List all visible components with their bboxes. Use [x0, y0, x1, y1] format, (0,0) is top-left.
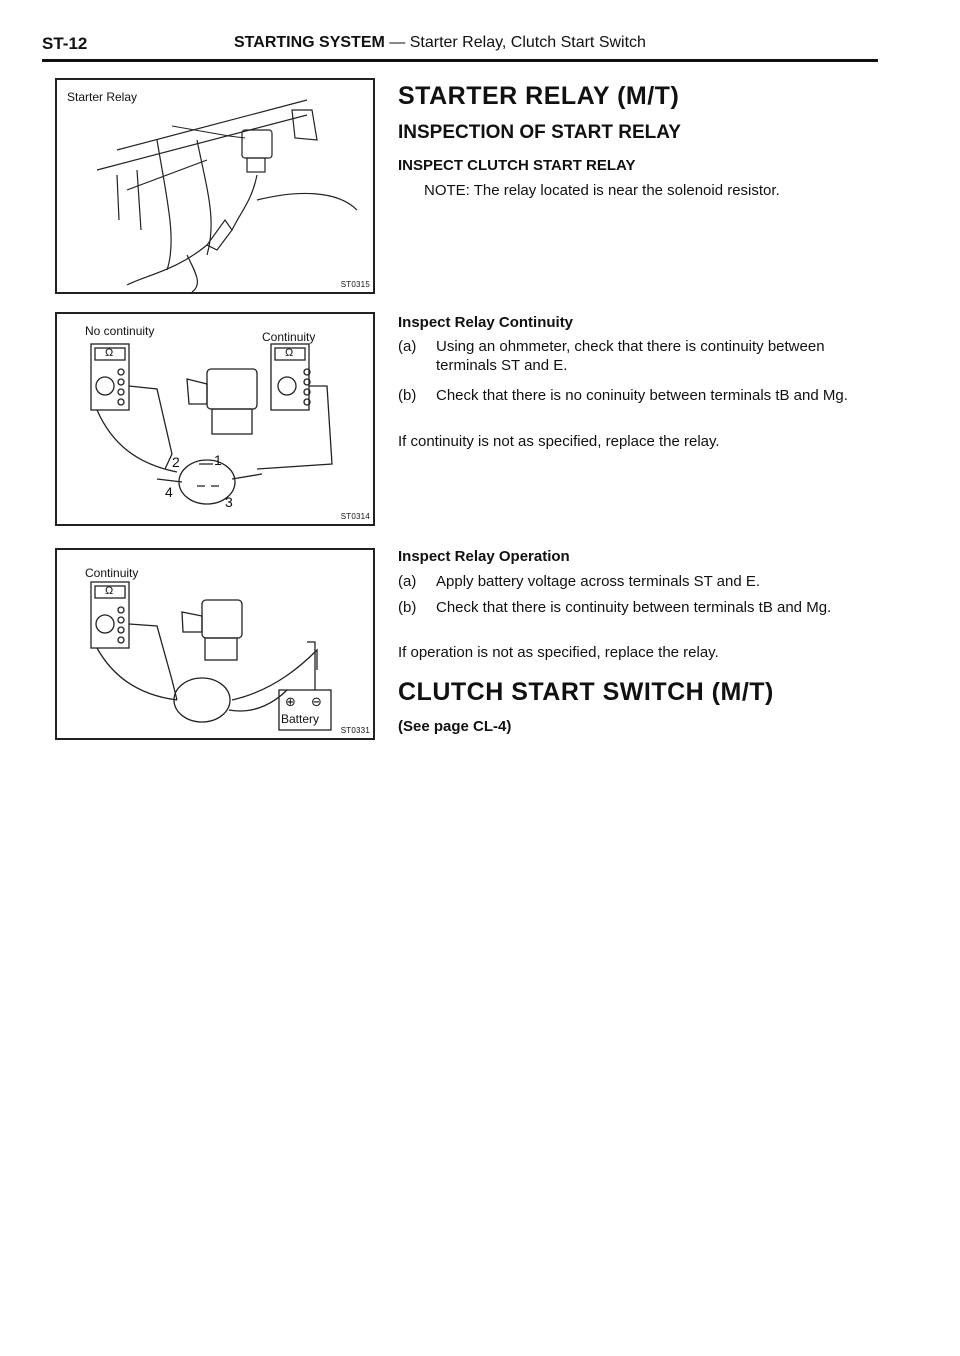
terminal-4-label: 4 [165, 484, 173, 500]
operation-step-b [398, 598, 883, 617]
figure-code: ST0331 [340, 726, 370, 735]
inspection-heading: INSPECTION OF START RELAY [398, 122, 681, 143]
figure-relay-operation [55, 548, 375, 740]
starter-relay-illustration [57, 80, 373, 292]
header-rule [42, 59, 878, 62]
inspect-clutch-start-relay-heading: INSPECT CLUTCH START RELAY [398, 157, 636, 174]
continuity-footer-text: If continuity is not as specified, replace the relay. [398, 433, 720, 450]
operation-step-a [398, 572, 883, 591]
step-b-text: Check that there is continuity between terminals tB and Mg. [436, 599, 832, 616]
figure-relay-continuity [55, 312, 375, 526]
ohm-symbol-right: Ω [285, 347, 294, 359]
step-b-tag: (b) [398, 599, 417, 616]
step-a-tag: (a) [398, 338, 417, 355]
step-a-tag: (a) [398, 573, 417, 590]
battery-label: Battery [281, 712, 320, 726]
terminal-2-label: 2 [172, 454, 180, 470]
inspect-relay-operation-heading: Inspect Relay Operation [398, 548, 570, 565]
battery-negative-label: ⊖ [311, 694, 322, 709]
section-heading-clutch-start-switch: CLUTCH START SWITCH (M/T) [398, 678, 774, 706]
section-heading-starter-relay: STARTER RELAY (M/T) [398, 82, 680, 110]
continuity-test-illustration [57, 314, 373, 524]
see-page-reference: (See page CL-4) [398, 718, 512, 735]
battery-positive-label: ⊕ [285, 694, 296, 709]
continuity-step-b [398, 386, 883, 405]
terminal-1-label: 1 [214, 452, 222, 468]
step-b-tag: (b) [398, 387, 417, 404]
page-header [42, 34, 878, 64]
figure-starter-relay-location [55, 78, 375, 294]
step-a-text: Apply battery voltage across terminals ST and E. [436, 573, 761, 590]
starter-relay-label: Starter Relay [67, 90, 138, 104]
section-name: STARTING SYSTEM [234, 34, 385, 51]
ohm-symbol-left: Ω [105, 347, 114, 359]
note-text: NOTE: The relay located is near the solenoid resistor. [424, 182, 780, 199]
operation-footer-text: If operation is not as specified, replace the relay. [398, 644, 719, 661]
ohm-symbol: Ω [105, 585, 114, 597]
figure-code: ST0315 [340, 280, 370, 289]
section-subtitle: — Starter Relay, Clutch Start Switch [384, 34, 646, 51]
inspect-relay-continuity-heading: Inspect Relay Continuity [398, 314, 574, 331]
continuity-step-a [398, 337, 883, 375]
page-number: ST-12 [42, 34, 88, 53]
terminal-3-label: 3 [225, 494, 233, 510]
step-a-text: Using an ohmmeter, check that there is continuity between terminals ST and E. [436, 338, 825, 374]
no-continuity-label: No continuity [85, 324, 155, 338]
continuity-label: Continuity [85, 566, 139, 580]
figure-code: ST0314 [340, 512, 370, 521]
step-b-text: Check that there is no coninuity between terminals tB and Mg. [436, 387, 848, 404]
continuity-label: Continuity [262, 330, 316, 344]
section-title [234, 34, 646, 52]
